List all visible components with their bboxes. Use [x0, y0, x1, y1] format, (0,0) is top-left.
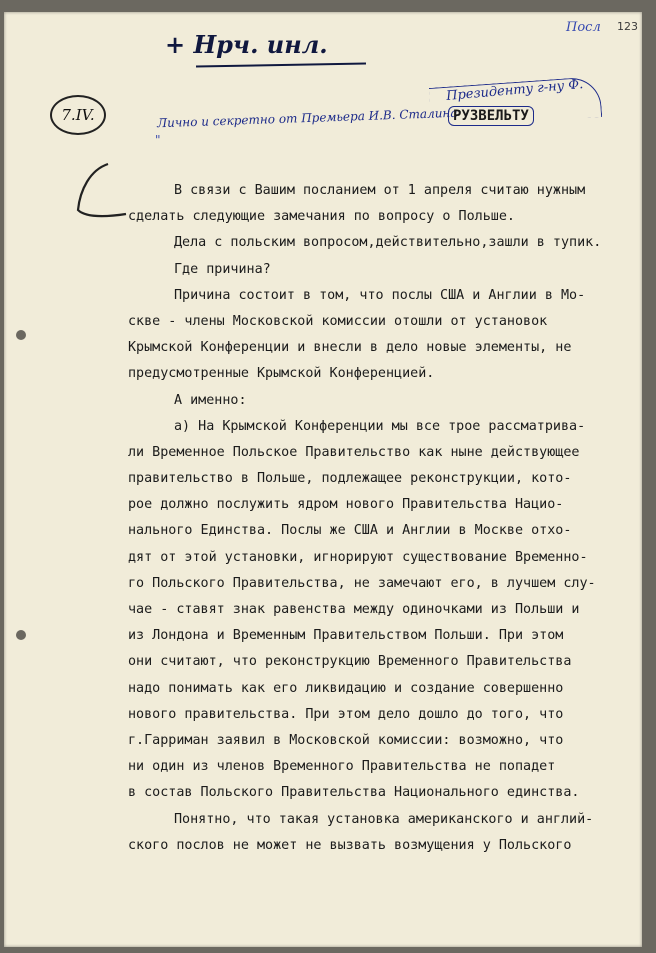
- punch-hole: [16, 330, 26, 340]
- body-line: го Польского Правительства, не замечают его, в лучшем слу-: [128, 575, 596, 591]
- body-line: В связи с Вашим посланием от 1 апреля считаю нужным: [174, 183, 586, 198]
- margin-mark-label: L: [70, 160, 71, 161]
- body-line: надо понимать как его ликвидацию и создание совершенно: [128, 680, 564, 696]
- body-line: а) На Крымской Конференции мы все трое рассматрива-: [174, 418, 586, 434]
- body-line: ли Временное Польское Правительство как ныне действующее: [128, 444, 580, 460]
- body-line: нового правительства. При этом дело дошло до того, что: [128, 706, 564, 722]
- body-line: они считают, что реконструкцию Временного Правительства: [128, 654, 572, 670]
- body-line: из Лондона и Временным Правительством Польши. При этом: [128, 628, 564, 644]
- body-line: предусмотренные Крымской Конференцией.: [128, 366, 435, 382]
- body-line: сделать следующие замечания по вопросу о Польше.: [128, 209, 515, 225]
- handwritten-heading: + Нрч. инл.: [165, 30, 328, 59]
- body-line: Причина состоит в том, что послы США и Англии в Мо-: [174, 287, 586, 303]
- quote-mark: ": [155, 133, 161, 147]
- body-line: правительство в Польше, подлежащее реконструкции, кото-: [128, 471, 572, 487]
- body-line: ни один из членов Временного Правительства не попадет: [128, 759, 556, 775]
- body-line: чае - ставят знак равенства между одиночками из Польши и: [128, 602, 580, 617]
- recipient-name: РУЗВЕЛЬТУ: [448, 106, 534, 126]
- body-line: г.Гарриман заявил в Московской комиссии: возможно, что: [128, 732, 564, 748]
- secrecy-line: Лично и секретно от Премьера И.В. Сталина: [156, 105, 458, 131]
- body-line: Где причина?: [174, 261, 271, 277]
- body-line: дят от этой установки, игнорируют существование Временно-: [128, 549, 588, 565]
- body-line: скве - члены Московской комиссии отошли от установок: [128, 313, 548, 329]
- circled-date: 7.IV.: [50, 95, 106, 135]
- body-line: ского послов не может не вызвать возмущения у Польского: [128, 837, 572, 853]
- addressee-note: Президенту г-ну Ф.: [445, 77, 584, 104]
- body-line: Дела с польским вопросом,действительно,зашли в тупик.: [174, 235, 602, 251]
- body-line: нального Единства. Послы же США и Англии в Москве отхо-: [128, 523, 572, 539]
- margin-mark-icon: [70, 160, 130, 225]
- body-line: Крымской Конференции и внесли в дело новые элементы, не: [128, 340, 572, 356]
- corner-note: Посл: [566, 20, 601, 35]
- letter-body: [128, 178, 634, 859]
- body-line: А именно:: [174, 392, 247, 408]
- body-line: в состав Польского Правительства Национального единства.: [128, 785, 580, 801]
- body-line: рое должно послужить ядром нового Правительства Нацио-: [128, 497, 564, 513]
- page-number: 123: [617, 20, 638, 33]
- punch-hole: [16, 630, 26, 640]
- body-line: Понятно, что такая установка американского и англий-: [174, 811, 594, 827]
